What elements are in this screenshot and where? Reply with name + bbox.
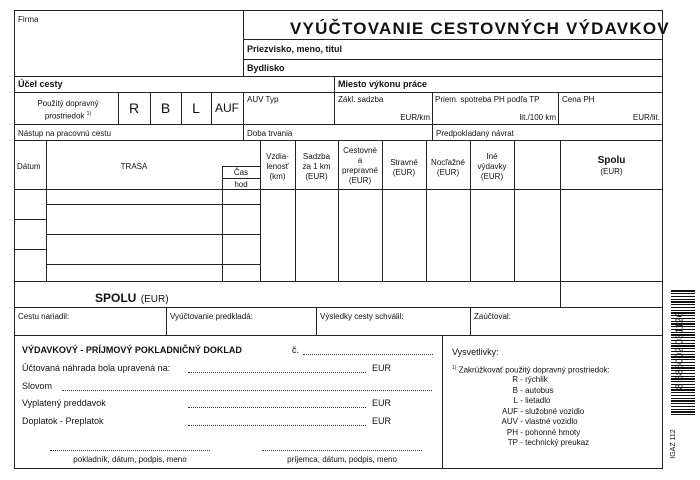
slovom-label: Slovom (22, 381, 53, 391)
legend-list (452, 375, 652, 449)
cena-unit: EUR/lit. (632, 113, 660, 122)
form-title: VYÚČTOVANIE CESTOVNÝCH VÝDAVKOV (290, 19, 670, 38)
doplatok-label: Doplatok - Preplatok (22, 416, 104, 426)
col-cas: Čas (233, 168, 249, 177)
col-datum: Dátum (17, 162, 41, 171)
legend-item: TP - technický preukaz (507, 438, 590, 447)
barcode-number: 8 586002 031126 (674, 311, 686, 390)
legend-title: Vysvetlivky: (452, 347, 499, 357)
ucel-label: Účel cesty (18, 79, 63, 89)
col-trasa: TRASA (120, 162, 148, 171)
transport-code-l[interactable]: L (192, 100, 200, 116)
cena-label: Cena PH (562, 95, 595, 104)
miesto-label: Miesto výkonu práce (338, 79, 428, 89)
priezvisko-label: Priezvisko, meno, titul (247, 44, 343, 54)
eur-label: EUR (372, 416, 392, 426)
bydlisko-label: Bydlisko (247, 63, 285, 73)
total-row-label: SPOLU (EUR) (95, 291, 169, 305)
legend-item: PH - pohonné hmoty (506, 427, 581, 437)
col-cas-unit: hod (234, 180, 248, 189)
zauctoval-label: Zaúčtoval: (474, 312, 511, 321)
sign-left: pokladník, dátum, podpis, meno (73, 455, 187, 464)
nastup-label: Nástup na pracovnú cestu (18, 129, 111, 138)
zakl-label: Zákl. sadzba (338, 95, 384, 104)
vyplateny-label: Vyplatený preddavok (22, 398, 106, 408)
divider (14, 76, 663, 77)
zakl-unit: EUR/km (400, 113, 430, 122)
priem-unit: lit./100 km (519, 113, 556, 122)
col-sadzba: Sadzba za 1 km (EUR) (302, 152, 331, 181)
divider (334, 76, 335, 92)
divider (243, 39, 663, 40)
nariadil-label: Cestu nariadil: (18, 312, 70, 321)
doklad-c-label: č. (292, 345, 300, 355)
doba-label: Doba trvania (247, 129, 293, 138)
divider (243, 59, 663, 60)
col-vzdialenost: Vzdia- lenosť (km) (266, 152, 289, 181)
navrat-label: Predpokladaný návrat (436, 129, 514, 138)
side-code: IGAZ 112 (670, 429, 677, 459)
firma-label: Firma (18, 15, 39, 24)
col-spolu: Spolu (EUR) (597, 155, 626, 176)
eur-label: EUR (372, 398, 392, 408)
predklada-label: Vyúčtovanie predkladá: (170, 312, 253, 321)
schvalil-label: Výsledky cesty schválil: (320, 312, 404, 321)
col-stravne: Stravné (EUR) (390, 158, 418, 177)
priem-label: Priem. spotreba PH podľa TP (435, 95, 540, 104)
transport-label: Použitý dopravný prostriedok $^{1)}$ (37, 99, 99, 121)
sign-right: príjemca, dátum, podpis, meno (287, 455, 397, 464)
transport-code-auf[interactable]: AUF (215, 101, 239, 115)
eur-label: EUR (372, 363, 392, 373)
uctovana-label: Účtovaná náhrada bola upravená na: (22, 363, 171, 373)
legend-item: B - autobus (512, 385, 554, 395)
col-nocazne: Nocľažné (EUR) (431, 158, 465, 177)
legend-item: R - rýchlik (512, 375, 548, 384)
transport-code-b[interactable]: B (160, 100, 171, 116)
col-ine: Iné výdavky (EUR) (477, 152, 507, 181)
legend-item: AUF - služobné vozidlo (502, 406, 585, 416)
divider (243, 10, 244, 76)
col-cestovne: Cestovné a prepravné (EUR) (341, 146, 379, 185)
doklad-title: VÝDAVKOVÝ - PRÍJMOVÝ POKLADNIČNÝ DOKLAD (22, 345, 242, 355)
legend-item: AUV - vlastné vozidlo (501, 417, 578, 426)
legend-note: $^{1)}$ Zakrúžkovať použitý dopravný prostriedok: (452, 365, 610, 375)
legend-item: L - lietadlo (513, 396, 551, 405)
transport-code-r[interactable]: R (128, 100, 140, 116)
divider (14, 92, 663, 93)
auv-label: AUV Typ (247, 95, 279, 104)
